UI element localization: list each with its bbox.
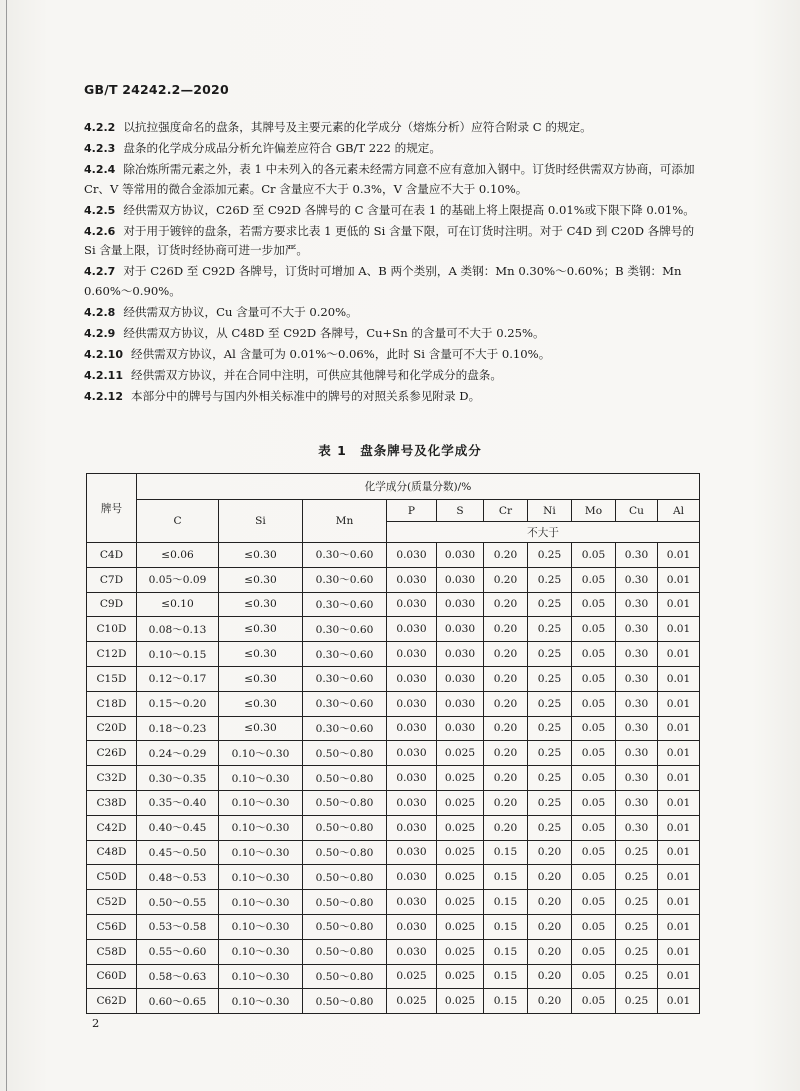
table-cell: 0.05 xyxy=(572,666,616,691)
grade-cell: C52D xyxy=(87,890,137,915)
table-cell: 0.10～0.15 xyxy=(137,642,219,667)
table-cell: 0.20 xyxy=(484,543,528,568)
table-cell: 0.30 xyxy=(616,592,658,617)
table-cell: 0.030 xyxy=(437,567,484,592)
table-cell: 0.01 xyxy=(658,939,700,964)
table-cell: 0.01 xyxy=(658,567,700,592)
table-cell: 0.50～0.80 xyxy=(303,840,387,865)
column-header-al: Al xyxy=(658,500,700,522)
grade-cell: C58D xyxy=(87,939,137,964)
table-cell: 0.53～0.58 xyxy=(137,914,219,939)
table-cell: 0.10～0.30 xyxy=(219,790,303,815)
table-cell: 0.025 xyxy=(437,790,484,815)
table-cell: ≤0.30 xyxy=(219,716,303,741)
table-cell: 0.05～0.09 xyxy=(137,567,219,592)
table-cell: 0.025 xyxy=(437,815,484,840)
table-cell: 0.030 xyxy=(437,642,484,667)
table-cell: 0.25 xyxy=(616,914,658,939)
table-cell: 0.20 xyxy=(484,790,528,815)
grade-cell: C32D xyxy=(87,766,137,791)
table-cell: 0.30 xyxy=(616,691,658,716)
table-cell: 0.01 xyxy=(658,815,700,840)
table-cell: 0.01 xyxy=(658,617,700,642)
table-cell: 0.030 xyxy=(387,741,437,766)
table-cell: 0.50～0.80 xyxy=(303,790,387,815)
table-cell: 0.50～0.80 xyxy=(303,815,387,840)
table-cell: 0.35～0.40 xyxy=(137,790,219,815)
table-cell: 0.55～0.60 xyxy=(137,939,219,964)
composition-group-header: 化学成分(质量分数)/% xyxy=(137,474,700,500)
table-cell: 0.05 xyxy=(572,617,616,642)
table-cell: ≤0.30 xyxy=(219,642,303,667)
table-cell: 0.01 xyxy=(658,890,700,915)
table-cell: 0.25 xyxy=(528,592,572,617)
table-cell: 0.30 xyxy=(616,741,658,766)
clause xyxy=(84,118,704,138)
table-cell: 0.25 xyxy=(528,543,572,568)
clause-number: 4.2.9 xyxy=(84,326,116,340)
table-row xyxy=(87,617,700,642)
table-cell: 0.20 xyxy=(484,666,528,691)
not-greater-than-header: 不大于 xyxy=(387,522,700,543)
table-cell: ≤0.30 xyxy=(219,617,303,642)
table-row xyxy=(87,865,700,890)
table-cell: 0.30～0.60 xyxy=(303,642,387,667)
table-cell: 0.25 xyxy=(528,716,572,741)
table-cell: 0.10～0.30 xyxy=(219,766,303,791)
table-cell: 0.58～0.63 xyxy=(137,964,219,989)
table-cell: 0.025 xyxy=(437,865,484,890)
table-cell: 0.30 xyxy=(616,766,658,791)
table-row xyxy=(87,691,700,716)
table-cell: 0.05 xyxy=(572,642,616,667)
table-cell: 0.25 xyxy=(616,939,658,964)
table-cell: 0.15 xyxy=(484,914,528,939)
table-cell: 0.15 xyxy=(484,939,528,964)
table-cell: 0.50～0.80 xyxy=(303,741,387,766)
table-cell: 0.10～0.30 xyxy=(219,890,303,915)
table-cell: 0.030 xyxy=(387,567,437,592)
table-cell: ≤0.30 xyxy=(219,567,303,592)
clause xyxy=(84,201,704,221)
table-row xyxy=(87,766,700,791)
table-cell: 0.05 xyxy=(572,890,616,915)
table-cell: 0.30～0.60 xyxy=(303,567,387,592)
table-cell: 0.01 xyxy=(658,989,700,1014)
table-cell: 0.05 xyxy=(572,840,616,865)
clause-text: 经供需双方协议，并在合同中注明，可供应其他牌号和化学成分的盘条。 xyxy=(130,367,502,382)
table-cell: 0.30～0.60 xyxy=(303,543,387,568)
column-header-p: P xyxy=(387,500,437,522)
table-cell: 0.20 xyxy=(484,642,528,667)
clause-text: 对于用于镀锌的盘条，若需方要求比表 1 更低的 Si 含量下限，可在订货时注明。对于 C4D 到 C20D 各牌号的 Si 含量上限，订货时经协商可进一步加严。 xyxy=(84,223,695,257)
clause-text: 经供需双方协议，从 C48D 至 C92D 各牌号，Cu+Sn 的含量可不大于 0.25%。 xyxy=(123,325,545,340)
table-cell: 0.05 xyxy=(572,766,616,791)
table-cell: 0.40～0.45 xyxy=(137,815,219,840)
table-cell: 0.25 xyxy=(528,790,572,815)
table-cell: 0.05 xyxy=(572,790,616,815)
clause-number: 4.2.11 xyxy=(84,368,123,382)
table-cell: 0.01 xyxy=(658,964,700,989)
table-cell: ≤0.06 xyxy=(137,543,219,568)
table-cell: 0.45～0.50 xyxy=(137,840,219,865)
table-row xyxy=(87,543,700,568)
clause-text: 以抗拉强度命名的盘条，其牌号及主要元素的化学成分（熔炼分析）应符合附录 C 的规定。 xyxy=(123,120,592,134)
grade-cell: C26D xyxy=(87,741,137,766)
table-cell: 0.01 xyxy=(658,766,700,791)
table-cell: 0.20 xyxy=(528,840,572,865)
clauses-section xyxy=(84,118,704,408)
table-cell: 0.030 xyxy=(387,691,437,716)
clause xyxy=(84,139,704,159)
clause-number: 4.2.12 xyxy=(84,389,123,403)
table-cell: 0.50～0.80 xyxy=(303,865,387,890)
grade-cell: C9D xyxy=(87,592,137,617)
grade-cell: C4D xyxy=(87,543,137,568)
clause-text: 经供需双方协议，Al 含量可为 0.01%～0.06%，此时 Si 含量可不大于 0.10%。 xyxy=(130,346,551,361)
table-row xyxy=(87,989,700,1014)
table-cell: 0.05 xyxy=(572,939,616,964)
table-cell: 0.05 xyxy=(572,567,616,592)
table-cell: 0.030 xyxy=(437,716,484,741)
table-cell: 0.60～0.65 xyxy=(137,989,219,1014)
table-cell: 0.030 xyxy=(387,766,437,791)
clause-number: 4.2.7 xyxy=(84,265,116,278)
page-number: 2 xyxy=(92,1016,100,1030)
table-cell: 0.25 xyxy=(528,815,572,840)
table-cell: 0.20 xyxy=(484,592,528,617)
table-cell: 0.25 xyxy=(616,865,658,890)
table-cell: 0.50～0.80 xyxy=(303,964,387,989)
clause-number: 4.2.6 xyxy=(84,224,116,238)
table-cell: 0.15 xyxy=(484,890,528,915)
table-cell: 0.25 xyxy=(528,691,572,716)
table-cell: 0.10～0.30 xyxy=(219,989,303,1014)
table-cell: 0.08～0.13 xyxy=(137,617,219,642)
table-cell: 0.50～0.80 xyxy=(303,989,387,1014)
table-cell: 0.025 xyxy=(387,989,437,1014)
clause-text: 对于 C26D 至 C92D 各牌号，订货时可增加 A、B 两个类别，A 类钢：Mn 0.30%～0.60%；B 类钢：Mn 0.60%～0.90%。 xyxy=(84,264,682,298)
table-cell: 0.05 xyxy=(572,865,616,890)
table-cell: 0.30～0.35 xyxy=(137,766,219,791)
table-cell: 0.10～0.30 xyxy=(219,914,303,939)
table-cell: 0.25 xyxy=(528,766,572,791)
table-cell: 0.01 xyxy=(658,840,700,865)
table-row xyxy=(87,567,700,592)
table-cell: 0.30 xyxy=(616,617,658,642)
table-cell: ≤0.10 xyxy=(137,592,219,617)
clause-number: 4.2.2 xyxy=(84,121,116,134)
table-cell: 0.25 xyxy=(616,964,658,989)
table-cell: 0.20 xyxy=(484,716,528,741)
table-cell: 0.025 xyxy=(437,840,484,865)
table-cell: 0.15～0.20 xyxy=(137,691,219,716)
table-cell: 0.025 xyxy=(387,964,437,989)
table-title: 表 1 盘条牌号及化学成分 xyxy=(318,443,482,458)
table-cell: 0.20 xyxy=(484,766,528,791)
table-cell: 0.025 xyxy=(437,766,484,791)
table-cell: 0.01 xyxy=(658,642,700,667)
grade-column-header: 牌号 xyxy=(87,474,137,543)
table-cell: 0.50～0.80 xyxy=(303,890,387,915)
clause xyxy=(84,303,704,323)
table-cell: 0.12～0.17 xyxy=(137,666,219,691)
table-cell: 0.25 xyxy=(616,890,658,915)
clause xyxy=(84,387,704,407)
grade-cell: C20D xyxy=(87,716,137,741)
column-header-mn: Mn xyxy=(303,500,387,543)
table-cell: 0.20 xyxy=(528,989,572,1014)
table-cell: 0.30～0.60 xyxy=(303,666,387,691)
table-cell: 0.30～0.60 xyxy=(303,592,387,617)
table-cell: 0.25 xyxy=(616,840,658,865)
table-cell: 0.030 xyxy=(387,716,437,741)
table-cell: 0.25 xyxy=(616,989,658,1014)
table-cell: 0.15 xyxy=(484,964,528,989)
clause-number: 4.2.10 xyxy=(84,347,123,361)
table-cell: 0.10～0.30 xyxy=(219,939,303,964)
table-cell: 0.030 xyxy=(387,543,437,568)
clause-number: 4.2.3 xyxy=(84,142,116,155)
table-cell: 0.05 xyxy=(572,691,616,716)
table-cell: 0.01 xyxy=(658,741,700,766)
table-cell: 0.10～0.30 xyxy=(219,865,303,890)
table-cell: 0.01 xyxy=(658,790,700,815)
table-cell: 0.18～0.23 xyxy=(137,716,219,741)
clause-text: 经供需双方协议，C26D 至 C92D 各牌号的 C 含量可在表 1 的基础上将上限提高 0.01%或下限下降 0.01%。 xyxy=(123,202,695,217)
table-cell: 0.30 xyxy=(616,790,658,815)
grade-cell: C10D xyxy=(87,617,137,642)
table-cell: 0.030 xyxy=(387,865,437,890)
table-row xyxy=(87,964,700,989)
table-cell: ≤0.30 xyxy=(219,543,303,568)
standard-code-header: GB/T 24242.2—2020 xyxy=(84,82,229,97)
table-row xyxy=(87,840,700,865)
table-row xyxy=(87,815,700,840)
table-cell: 0.030 xyxy=(387,840,437,865)
table-cell: 0.30 xyxy=(616,567,658,592)
grade-cell: C42D xyxy=(87,815,137,840)
column-header-si: Si xyxy=(219,500,303,543)
grade-cell: C15D xyxy=(87,666,137,691)
table-row xyxy=(87,716,700,741)
table-cell: 0.30 xyxy=(616,642,658,667)
table-cell: ≤0.30 xyxy=(219,691,303,716)
table-row xyxy=(87,914,700,939)
table-cell: 0.25 xyxy=(528,617,572,642)
table-cell: 0.20 xyxy=(484,567,528,592)
table-cell: 0.05 xyxy=(572,914,616,939)
table-cell: 0.030 xyxy=(387,790,437,815)
table-cell: 0.030 xyxy=(437,617,484,642)
table-cell: 0.10～0.30 xyxy=(219,815,303,840)
table-cell: 0.030 xyxy=(387,617,437,642)
table-cell: 0.030 xyxy=(387,642,437,667)
table-cell: 0.15 xyxy=(484,865,528,890)
table-cell: 0.20 xyxy=(484,617,528,642)
table-cell: 0.030 xyxy=(437,543,484,568)
table-cell: 0.030 xyxy=(437,691,484,716)
column-header-mo: Mo xyxy=(572,500,616,522)
table-row xyxy=(87,741,700,766)
column-header-ni: Ni xyxy=(528,500,572,522)
grade-cell: C12D xyxy=(87,642,137,667)
clause-text: 本部分中的牌号与国内外相关标准中的牌号的对照关系参见附录 D。 xyxy=(130,388,481,403)
table-cell: ≤0.30 xyxy=(219,592,303,617)
table-cell: 0.030 xyxy=(387,592,437,617)
table-cell: 0.030 xyxy=(387,890,437,915)
table-row xyxy=(87,642,700,667)
table-cell: 0.30～0.60 xyxy=(303,617,387,642)
table-cell: 0.30～0.60 xyxy=(303,716,387,741)
table-cell: 0.01 xyxy=(658,666,700,691)
column-header-cu: Cu xyxy=(616,500,658,522)
grade-cell: C50D xyxy=(87,865,137,890)
clause-text: 经供需双方协议，Cu 含量可不大于 0.20%。 xyxy=(123,304,358,319)
table-cell: 0.05 xyxy=(572,716,616,741)
table-cell: 0.05 xyxy=(572,741,616,766)
table-cell: 0.01 xyxy=(658,914,700,939)
table-cell: 0.025 xyxy=(437,914,484,939)
table-cell: 0.01 xyxy=(658,543,700,568)
clause xyxy=(84,345,704,365)
table-cell: 0.030 xyxy=(387,666,437,691)
table-cell: ≤0.30 xyxy=(219,666,303,691)
table-cell: 0.20 xyxy=(484,741,528,766)
grade-cell: C7D xyxy=(87,567,137,592)
table-cell: 0.50～0.80 xyxy=(303,939,387,964)
table-cell: 0.20 xyxy=(528,939,572,964)
clause xyxy=(84,366,704,386)
column-header-s: S xyxy=(437,500,484,522)
table-cell: 0.30～0.60 xyxy=(303,691,387,716)
grade-cell: C56D xyxy=(87,914,137,939)
table-cell: 0.20 xyxy=(528,964,572,989)
table-cell: 0.25 xyxy=(528,666,572,691)
table-cell: 0.48～0.53 xyxy=(137,865,219,890)
grade-cell: C48D xyxy=(87,840,137,865)
clause xyxy=(84,160,704,199)
table-cell: 0.05 xyxy=(572,815,616,840)
table-cell: 0.20 xyxy=(484,691,528,716)
table-cell: 0.030 xyxy=(387,815,437,840)
table-cell: 0.15 xyxy=(484,840,528,865)
table-cell: 0.10～0.30 xyxy=(219,741,303,766)
table-cell: 0.01 xyxy=(658,592,700,617)
table-cell: 0.24～0.29 xyxy=(137,741,219,766)
table-cell: 0.20 xyxy=(528,865,572,890)
table-cell: 0.01 xyxy=(658,716,700,741)
column-header-cr: Cr xyxy=(484,500,528,522)
table-cell: 0.25 xyxy=(528,741,572,766)
table-cell: 0.20 xyxy=(528,890,572,915)
grade-cell: C62D xyxy=(87,989,137,1014)
table-cell: 0.030 xyxy=(387,914,437,939)
table-cell: 0.05 xyxy=(572,989,616,1014)
table-cell: 0.30 xyxy=(616,716,658,741)
table-cell: 0.025 xyxy=(437,939,484,964)
table-cell: 0.30 xyxy=(616,543,658,568)
composition-table xyxy=(86,473,700,1014)
table-cell: 0.025 xyxy=(437,890,484,915)
table-cell: 0.030 xyxy=(437,666,484,691)
table-cell: 0.20 xyxy=(528,914,572,939)
table-row xyxy=(87,890,700,915)
grade-cell: C60D xyxy=(87,964,137,989)
table-cell: 0.10～0.30 xyxy=(219,840,303,865)
table-cell: 0.20 xyxy=(484,815,528,840)
table-cell: 0.50～0.80 xyxy=(303,766,387,791)
clause xyxy=(84,262,704,301)
column-header-c: C xyxy=(137,500,219,543)
table-cell: 0.025 xyxy=(437,989,484,1014)
table-cell: 0.15 xyxy=(484,989,528,1014)
table-cell: 0.01 xyxy=(658,691,700,716)
table-cell: 0.01 xyxy=(658,865,700,890)
clause-text: 除冶炼所需元素之外，表 1 中未列入的各元素未经需方同意不应有意加入钢中。订货时经供需双方协商，可添加 Cr、V 等常用的微合金添加元素。Cr 含量应不大于 0.3%，V 含量应不大于 0.10%。 xyxy=(84,162,695,196)
clause-number: 4.2.4 xyxy=(84,163,116,176)
table-cell: 0.30 xyxy=(616,815,658,840)
binding-line xyxy=(6,0,7,1091)
clause xyxy=(84,222,704,261)
grade-cell: C18D xyxy=(87,691,137,716)
table-cell: 0.50～0.55 xyxy=(137,890,219,915)
table-cell: 0.30 xyxy=(616,666,658,691)
table-cell: 0.50～0.80 xyxy=(303,914,387,939)
table-cell: 0.025 xyxy=(437,741,484,766)
clause-number: 4.2.8 xyxy=(84,305,116,319)
clause xyxy=(84,324,704,344)
table-row xyxy=(87,790,700,815)
table-cell: 0.05 xyxy=(572,964,616,989)
table-cell: 0.25 xyxy=(528,642,572,667)
table-row xyxy=(87,592,700,617)
clause-number: 4.2.5 xyxy=(84,203,116,217)
table-row xyxy=(87,939,700,964)
table-cell: 0.10～0.30 xyxy=(219,964,303,989)
table-row xyxy=(87,666,700,691)
grade-cell: C38D xyxy=(87,790,137,815)
table-cell: 0.25 xyxy=(528,567,572,592)
clause-text: 盘条的化学成分成品分析允许偏差应符合 GB/T 222 的规定。 xyxy=(123,141,441,155)
table-cell: 0.05 xyxy=(572,592,616,617)
table-cell: 0.025 xyxy=(437,964,484,989)
table-cell: 0.05 xyxy=(572,543,616,568)
table-cell: 0.030 xyxy=(437,592,484,617)
table-cell: 0.030 xyxy=(387,939,437,964)
